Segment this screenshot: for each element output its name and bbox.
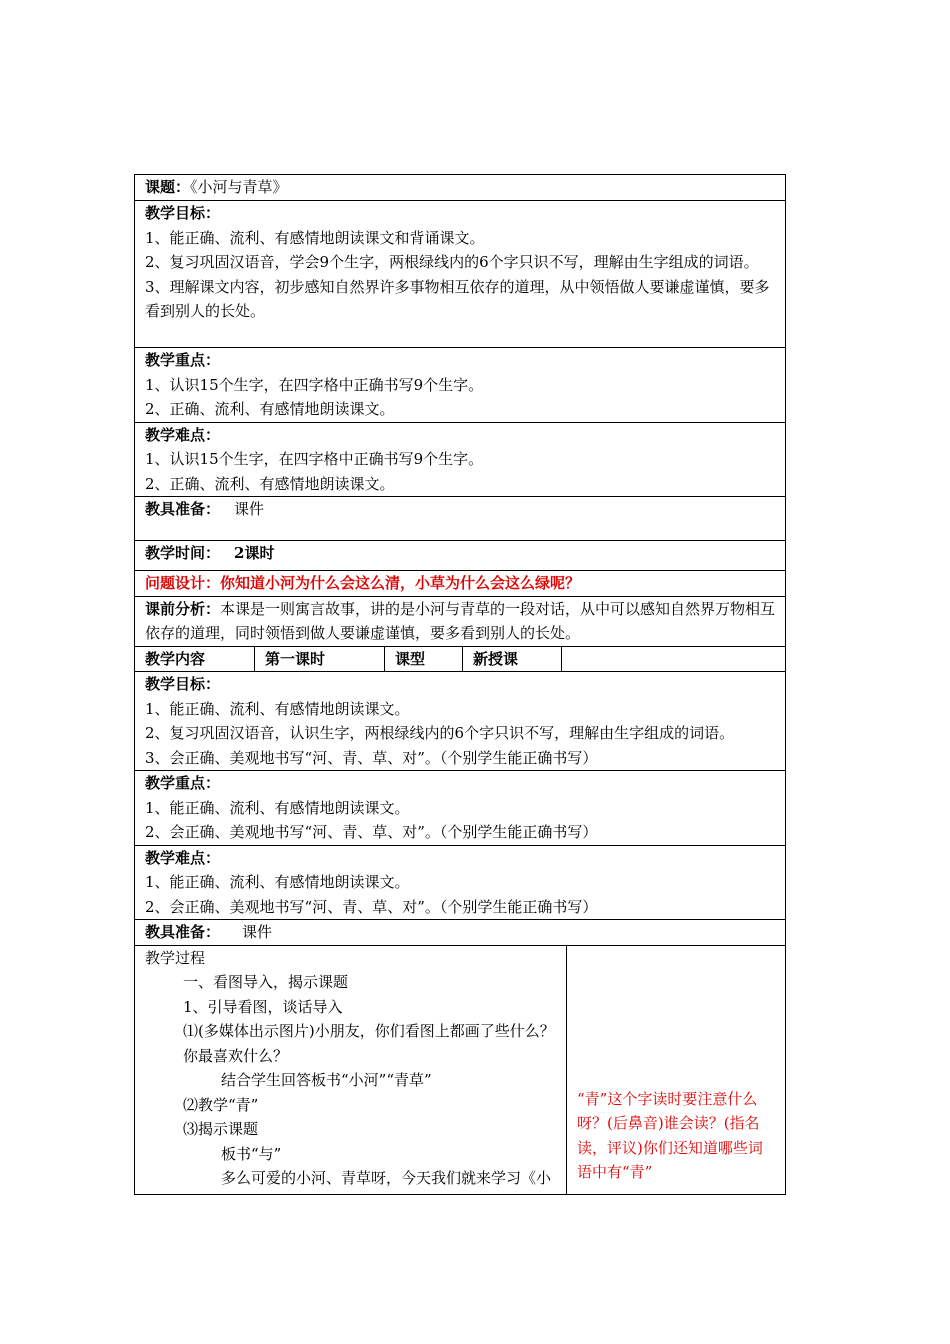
key-points-heading: 教学重点：: [145, 351, 221, 369]
difficulties2-heading: 教学难点：: [145, 848, 221, 867]
objective-item: 3、理解课文内容，初步感知自然界许多事物相互依存的道理，从中领悟做人要谦虚谨慎，要多看到别人的长处。: [145, 277, 770, 320]
objectives2-row: [135, 672, 786, 771]
materials-heading: 教具准备：: [145, 500, 221, 518]
process-step: ⑶揭示课题: [183, 1120, 259, 1138]
lesson-plan-table: [134, 174, 786, 1195]
type-label: 课型: [385, 646, 463, 672]
difficulty-item: 2、正确、流利、有感情地朗读课文。: [145, 474, 395, 493]
key-point-item: 1、认识15个生字，在四字格中正确书写9个生字。: [145, 375, 484, 394]
title-row: [135, 175, 786, 201]
materials-value: 课件: [234, 500, 265, 518]
time-value: 2课时: [234, 544, 275, 562]
lesson-info-row: [135, 646, 786, 672]
process-cell: [135, 945, 567, 1194]
difficulty2-item: 2、会正确、美观地书写“河、青、草、对”。（个别学生能正确书写）: [145, 897, 598, 916]
period-value: 第一课时: [255, 646, 385, 672]
objective-item: 2、复习巩固汉语音，学会9个生字，两根绿线内的6个字只识不写，理解由生字组成的词语。: [145, 253, 759, 271]
process-step: 板书“与”: [221, 1144, 282, 1163]
analysis-row: [135, 596, 786, 646]
materials2-row: [135, 920, 786, 946]
objectives-row: [135, 201, 786, 348]
empty-cell: [562, 646, 786, 672]
process-step: 一、看图导入，揭示课题: [183, 973, 349, 991]
difficulties-row: [135, 422, 786, 497]
key-points2-heading: 教学重点：: [145, 774, 221, 792]
analysis-heading: 课前分析：: [145, 599, 221, 618]
process-row: [135, 945, 786, 1194]
time-row: [135, 541, 786, 571]
materials-row: [135, 497, 786, 541]
key-points-row: [135, 348, 786, 423]
process-step: ⑵教学“青”: [183, 1095, 259, 1114]
question-row: [135, 571, 786, 597]
objectives-heading: 教学目标：: [145, 204, 221, 222]
key-point-item: 2、正确、流利、有感情地朗读课文。: [145, 400, 395, 418]
difficulty-item: 1、认识15个生字，在四字格中正确书写9个生字。: [145, 450, 484, 468]
key-points2-row: [135, 771, 786, 846]
time-heading: 教学时间：: [145, 544, 221, 562]
lesson-plan: [134, 174, 785, 1195]
process-step: ⑴(多媒体出示图片)小朋友，你们看图上都画了些什么？你最喜欢什么？: [183, 1022, 555, 1065]
side-note-cell: [567, 945, 786, 1194]
process-heading: 教学过程: [145, 948, 206, 967]
difficulties-heading: 教学难点：: [145, 425, 221, 444]
title-label: 课题：: [145, 178, 191, 196]
process-step: 多么可爱的小河、青草呀，今天我们就来学习《小: [221, 1169, 552, 1187]
analysis-text: 本课是一则寓言故事，讲的是小河与青草的一段对话，从中可以感知自然界万物相互依存的道理，同时领悟到做人要谦虚谨慎，要多看到别人的长处。: [145, 599, 776, 642]
objective2-item: 3、会正确、美观地书写“河、青、草、对”。（个别学生能正确书写）: [145, 748, 598, 767]
objective2-item: 2、复习巩固汉语音，认识生字，两根绿线内的6个字只识不写，理解由生字组成的词语。: [145, 724, 735, 742]
question-design: 问题设计：你知道小河为什么会这么清，小草为什么会这么绿呢？: [145, 574, 581, 592]
key-point2-item: 2、会正确、美观地书写“河、青、草、对”。（个别学生能正确书写）: [145, 823, 598, 841]
content-label: 教学内容: [135, 646, 255, 672]
process-step: 结合学生回答板书“小河”“青草”: [221, 1071, 432, 1089]
materials2-value: 课件: [242, 923, 273, 941]
objectives2-heading: 教学目标：: [145, 675, 221, 693]
type-value: 新授课: [463, 646, 562, 672]
materials2-heading: 教具准备：: [145, 923, 221, 941]
objective2-item: 1、能正确、流利、有感情地朗读课文。: [145, 699, 410, 718]
difficulty2-item: 1、能正确、流利、有感情地朗读课文。: [145, 873, 410, 891]
key-point2-item: 1、能正确、流利、有感情地朗读课文。: [145, 798, 410, 817]
title-text: 《小河与青草》: [190, 178, 288, 196]
side-note: “青”这个字读时要注意什么呀？(后鼻音)谁会读？(指名读，评议)你们还知道哪些词语中有“青”: [577, 1089, 763, 1181]
difficulties2-row: [135, 845, 786, 920]
process-step: 1、引导看图，谈话导入: [183, 997, 343, 1016]
objective-item: 1、能正确、流利、有感情地朗读课文和背诵课文。: [145, 228, 485, 247]
